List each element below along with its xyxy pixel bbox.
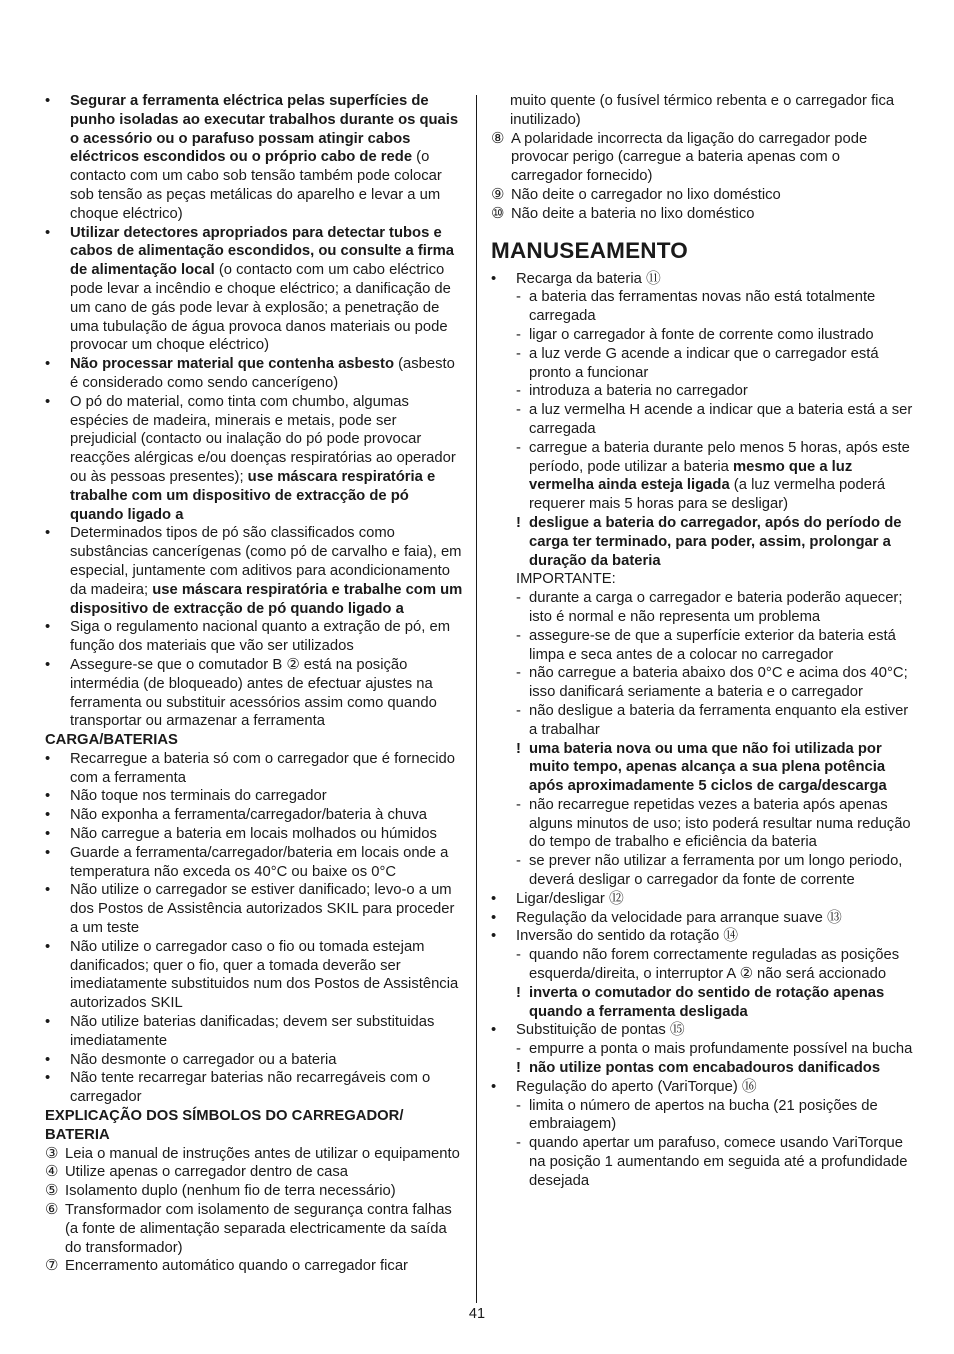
- dash-item: - não desligue a bateria da ferramenta enquanto ela estiver a trabalhar: [516, 702, 909, 738]
- dash-item: - ligar o carregador à fonte de corrente como ilustrado: [516, 326, 874, 343]
- numbered-item: ⑥ Transformador com isolamento de segurança contra falhas (a fonte de alimentação separada electricamente da saída do transformador): [45, 1202, 452, 1256]
- warning-item: ! não utilize pontas com encabadouros danificados: [516, 1060, 881, 1077]
- dash-item: - a bateria das ferramentas novas não está totalmente carregada: [516, 289, 876, 325]
- dash-item: - carregue a bateria durante pelo menos 5 horas, após este período, pode utilizar a bateria mesmo que a luz vermelha ainda esteja ligada (a luz vermelha poderá requerer mais 5 horas para se desligar): [516, 439, 910, 513]
- dash-item: - durante a carga o carregador e bateria poderão aquecer; isto é normal e não representa um problema: [516, 590, 903, 625]
- list-item: • Assegure-se que o comutador B ② está na posição intermédia (de bloqueado) antes de efectuar ajustes na ferramenta ou substituir acessórios assim como quando transportar ou armazenar a ferramenta: [45, 656, 437, 730]
- numbered-item: ⑧ A polaridade incorrecta da ligação do carregador pode provocar perigo (carregue a bateria apenas com o carregador fornecido): [491, 130, 868, 185]
- list-item: • O pó do material, como tinta com chumbo, algumas espécies de madeira, minerais e metais, pode ser prejudicial (contacto ou inalação do pó pode provocar reacções alérgicas e/ou doenças respiratórias ao operador ou às pessoas presentes); use máscara respiratória e trabalhe com um dispositivo de extracção de pó quando ligado a: [45, 393, 456, 523]
- warning-item: ! uma bateria nova ou uma que não foi utilizada por muito tempo, apenas alcança a sua plena potência após aproximadamente 5 ciclos de carga/descarga: [516, 740, 887, 795]
- warning-item: ! desligue a bateria do carregador, após do período de carga ter terminado, para poder, assim, prolongar a duração da bateria: [516, 514, 902, 569]
- dash-item: - introduza a bateria no carregador: [516, 383, 748, 400]
- list-item: • Não tente recarregar baterias não recarregáveis com o carregador: [45, 1070, 431, 1106]
- list-item: • Recarregue a bateria só com o carregador que é fornecido com a ferramenta: [45, 750, 455, 786]
- section-header-carga: CARGA/BATERIAS: [45, 732, 178, 749]
- list-item: • Não desmonte o carregador ou a bateria: [45, 1051, 337, 1068]
- list-item: • Siga o regulamento nacional quanto a extração de pó, em função dos materiais que vão ser utilizados: [45, 619, 451, 655]
- section-header-simbolos: EXPLICAÇÃO DOS SÍMBOLOS DO CARREGADOR/ BATERIA: [45, 1108, 404, 1143]
- dash-item: - a luz vermelha H acende a indicar que a bateria está a ser carregada: [516, 402, 913, 437]
- list-item: • Regulação do aperto (VariTorque) ⑯: [491, 1078, 757, 1095]
- column-divider: [476, 95, 477, 1303]
- list-item: • Regulação da velocidade para arranque suave ⑬: [491, 909, 842, 926]
- list-item: • Inversão do sentido da rotação ⑭: [491, 928, 739, 945]
- list-item: • Utilizar detectores apropriados para detectar tubos e cabos de alimentação escondidos, ou consulte a firma de alimentação local (o contacto com um cabo eléctrico pode levar a incêndio e choque eléctrico; a danificação de um cano de gás pode levar à explosão; a penetração de uma tubulação de água provoca danos materiais ou pode provocar um choque eléctrico): [45, 224, 455, 354]
- section-title: MANUSEAMENTO: [491, 237, 688, 263]
- list-item: • Recarga da bateria ⑪: [491, 270, 661, 287]
- list-item: • Guarde a ferramenta/carregador/bateria em locais onde a temperatura não exceda os 40°C ou baixe os 0°C: [45, 844, 449, 880]
- list-item: • Não utilize o carregador caso o fio ou tomada estejam danificados; quer o fio, quer a tomada deverão ser imediatamente substituidos num dos Postos de Assistência autorizados SKIL: [45, 938, 459, 1012]
- list-item: • Ligar/desligar ⑫: [491, 890, 624, 907]
- dash-item: - a luz verde G acende a indicar que o carregador está pronto a funcionar: [516, 345, 879, 381]
- numbered-item: ④ Utilize apenas o carregador dentro de casa: [45, 1164, 348, 1181]
- left-column: [45, 92, 465, 1276]
- list-item: • Não utilize o carregador se estiver danificado; levo-o a um dos Postos de Assistência autorizados SKIL para proceder a um teste: [45, 882, 455, 937]
- right-column: [491, 92, 915, 1191]
- page-number: 41: [468, 1306, 486, 1322]
- dash-item: - não recarregue repetidas vezes a bateria após apenas alguns minutos de uso; isto poderá resultar numa redução do tempo de trabalho e eficiência da bateria: [516, 796, 911, 851]
- dash-item: - assegure-se de que a superfície exterior da bateria está limpa e seca antes de a colocar no carregador: [516, 627, 896, 663]
- dash-item: - quando não forem correctamente reguladas as posições esquerda/direita, o interruptor A ② não será accionado: [516, 947, 900, 983]
- numbered-item: ③ Leia o manual de instruções antes de utilizar o equipamento: [45, 1145, 460, 1162]
- dash-item: - limita o número de apertos na bucha (21 posições de embraiagem): [516, 1097, 878, 1133]
- list-item: • Não carregue a bateria em locais molhados ou húmidos: [45, 826, 437, 843]
- list-item: • Substituição de pontas ⑮: [491, 1022, 685, 1039]
- numbered-item: ⑨ Não deite o carregador no lixo doméstico: [491, 186, 781, 203]
- importante-label: IMPORTANTE:: [516, 571, 616, 588]
- list-item: • Não processar material que contenha asbesto (asbesto é considerado como sendo cancerígeno): [45, 356, 455, 391]
- warning-item: ! inverta o comutador do sentido de rotação apenas quando a ferramenta desligada: [516, 984, 885, 1020]
- numbered-item: ⑩ Não deite a bateria no lixo doméstico: [491, 205, 755, 222]
- list-item: • Segurar a ferramenta eléctrica pelas superfícies de punho isoladas ao executar trabalhos durante os quais o acessório ou o parafuso possam atingir cabos eléctricos escondidos ou o próprio cabo de rede (o contacto com um cabo sob tensão também pode colocar sob tensão as peças metálicas do aparelho e levar a um choque eléctrico): [45, 93, 459, 222]
- continued-text: muito quente (o fusível térmico rebenta e o carregador fica inutilizado): [510, 93, 895, 128]
- dash-item: - não carregue a bateria abaixo dos 0°C e acima dos 40°C; isso danificará seriamente a bateria e o carregador: [516, 665, 908, 701]
- list-item: • Determinados tipos de pó são classificados como substâncias cancerígenas (como pó de carvalho e faia), em especial, juntamente com aditivos para acondicionamento da madeira; use máscara respiratória e trabalhe com um dispositivo de extracção de pó quando ligado a: [45, 525, 463, 617]
- list-item: • Não exponha a ferramenta/carregador/bateria à chuva: [45, 807, 427, 824]
- dash-item: - se prever não utilizar a ferramenta por um longo periodo, deverá desligar o carregador da fonte de corrente: [516, 853, 903, 889]
- list-item: • Não toque nos terminais do carregador: [45, 788, 327, 805]
- list-item: • Não utilize baterias danificadas; devem ser substituidas imediatamente: [45, 1014, 435, 1049]
- dash-item: - quando apertar um parafuso, comece usando VariTorque na posição 1 aumentando em seguida até a profundidade desejada: [516, 1135, 908, 1189]
- numbered-item: ⑤ Isolamento duplo (nenhum fio de terra necessário): [45, 1183, 396, 1200]
- dash-item: - empurre a ponta o mais profundamente possível na bucha: [516, 1041, 913, 1058]
- numbered-item: ⑦ Encerramento automático quando o carregador ficar: [45, 1258, 408, 1275]
